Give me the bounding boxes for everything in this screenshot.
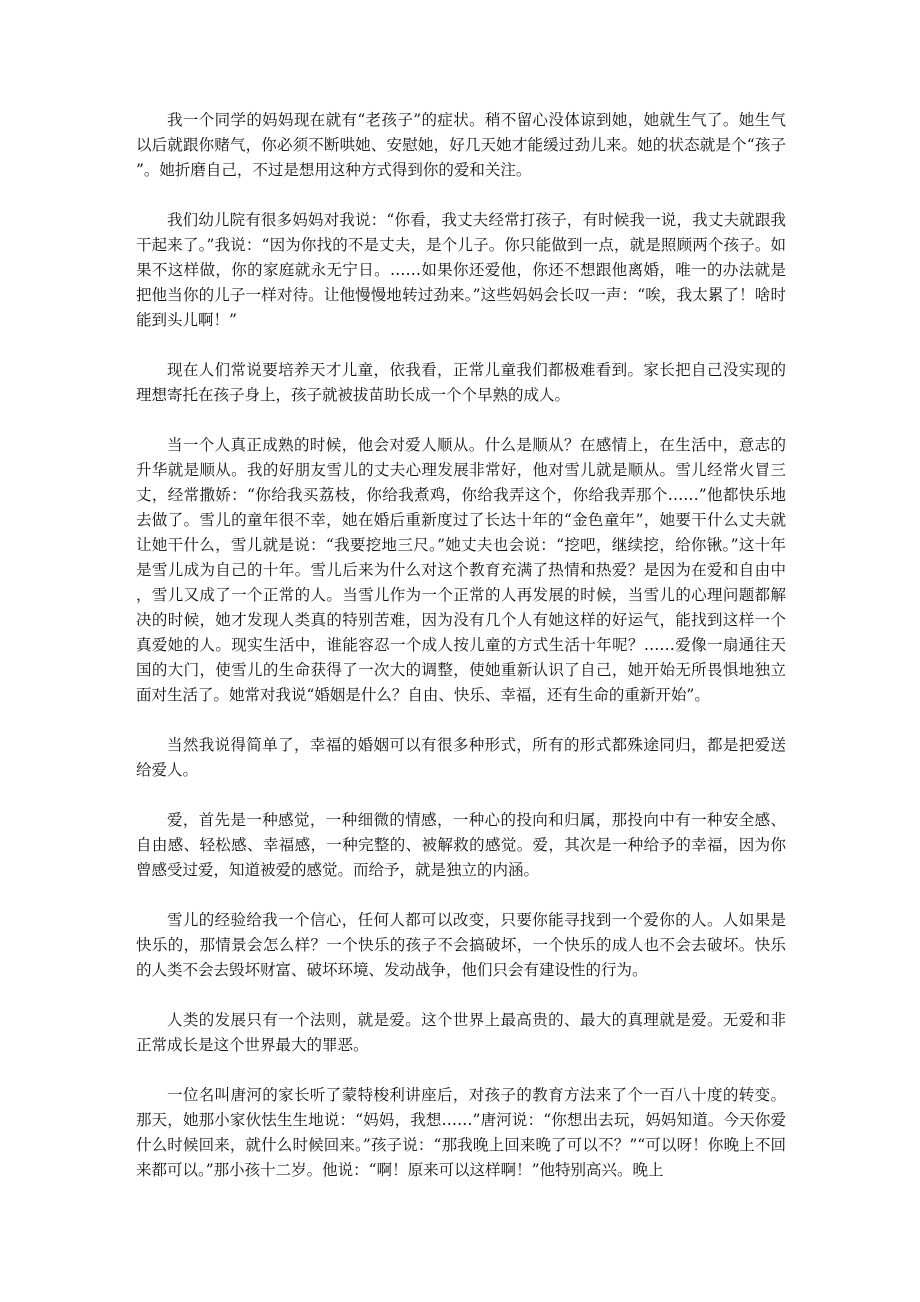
paragraph-gifted-children: 现在人们常说要培养天才儿童，依我看，正常儿童我们都极难看到。家长把自己没实现的理想寄托在孩子身上，孩子就被拔苗助长成一个个早熟的成人。 xyxy=(136,361,786,404)
paragraph-xueer-story: 当一个人真正成熟的时候，他会对爱人顺从。什么是顺从？在感情上，在生活中，意志的升华就是顺从。我的好朋友雪儿的丈夫心理发展非常好，他对雪儿就是顺从。雪儿经常火冒三丈，经常撒娇：“你给我买荔枝，你给我煮鸡，你给我弄这个，你给我弄那个……”他都快乐地去做了。雪儿的童年很不幸，她在婚后重新度过了长达十年的“金色童年”，她要干什么丈夫就让她干什么，雪儿就是说：“我要挖地三尺。”她丈夫也会说：“挖吧，继续挖，给你锹。”这十年是雪儿成为自己的十年。雪儿后来为什么对这个教育充满了热情和热爱？是因为在爱和自由中，雪儿又成了一个正常的人。当雪儿作为一个正常的人再发展的时候，当雪儿的心理问题都解决的时候，她才发现人类真的特别苦难，因为没有几个人有她这样的好运气，能找到这样一个真爱她的人。现实生活中，谁能容忍一个成人按儿童的方式生活十年呢？……爱像一扇通往天国的大门，使雪儿的生命获得了一次大的调整，使她重新认识了自己，她开始无所畏惧地独立面对生活了。她常对我说“婚姻是什么？自由、快乐、幸福，还有生命的重新开始”。 xyxy=(136,436,786,704)
paragraph-tanghe-story: 一位名叫唐河的家长听了蒙特梭利讲座后，对孩子的教育方法来了个一百八十度的转变。那天，她那小家伙怯生生地说：“妈妈，我想……”唐河说：“你想出去玩，妈妈知道。今天你爱什么时候回来，就什么时候回来。”孩子说：“那我晚上回来晚了可以不？”“可以呀！你晚上不回来都可以。”那小孩十二岁。他说：“啊！原来可以这样啊！”他特别高兴。晚上 xyxy=(136,1086,786,1179)
paragraph-happy-marriage: 当然我说得简单了，幸福的婚姻可以有很多种形式，所有的形式都殊途同归，都是把爱送给爱人。 xyxy=(136,736,786,779)
paragraph-law-of-love: 人类的发展只有一个法则，就是爱。这个世界上最高贵的、最大的真理就是爱。无爱和非正常成长是这个世界最大的罪恶。 xyxy=(136,1011,786,1054)
paragraph-husband-as-son: 我们幼儿院有很多妈妈对我说：“你看，我丈夫经常打孩子，有时候我一说，我丈夫就跟我干起来了。”我说：“因为你找的不是丈夫，是个儿子。你只能做到一点，就是照顾两个孩子。如果不这样做，你的家庭就永无宁日。……如果你还爱他，你还不想跟他离婚，唯一的办法就是把他当你的儿子一样对待。让他慢慢地转过劲来。”这些妈妈会长叹一声：“唉，我太累了！啥时能到头儿啊！” xyxy=(136,211,786,329)
document-body xyxy=(136,108,786,1183)
paragraph-confidence: 雪儿的经验给我一个信心，任何人都可以改变，只要你能寻找到一个爱你的人。人如果是快乐的，那情景会怎么样？一个快乐的孩子不会搞破坏，一个快乐的成人也不会去破坏。快乐的人类不会去毁坏财富、破坏环境、发动战争，他们只会有建设性的行为。 xyxy=(136,911,786,979)
paragraph-what-is-love: 爱，首先是一种感觉，一种细微的情感，一种心的投向和归属，那投向中有一种安全感、自由感、轻松感、幸福感，一种完整的、被解救的感觉。爱，其次是一种给予的幸福，因为你曾感受过爱，知道被爱的感觉。而给予，就是独立的内涵。 xyxy=(136,811,786,879)
paragraph-old-child: 我一个同学的妈妈现在就有“老孩子”的症状。稍不留心没体谅到她，她就生气了。她生气以后就跟你赌气，你必须不断哄她、安慰她，好几天她才能缓过劲儿来。她的状态就是个“孩子”。她折磨自己，不过是想用这种方式得到你的爱和关注。 xyxy=(136,111,786,179)
